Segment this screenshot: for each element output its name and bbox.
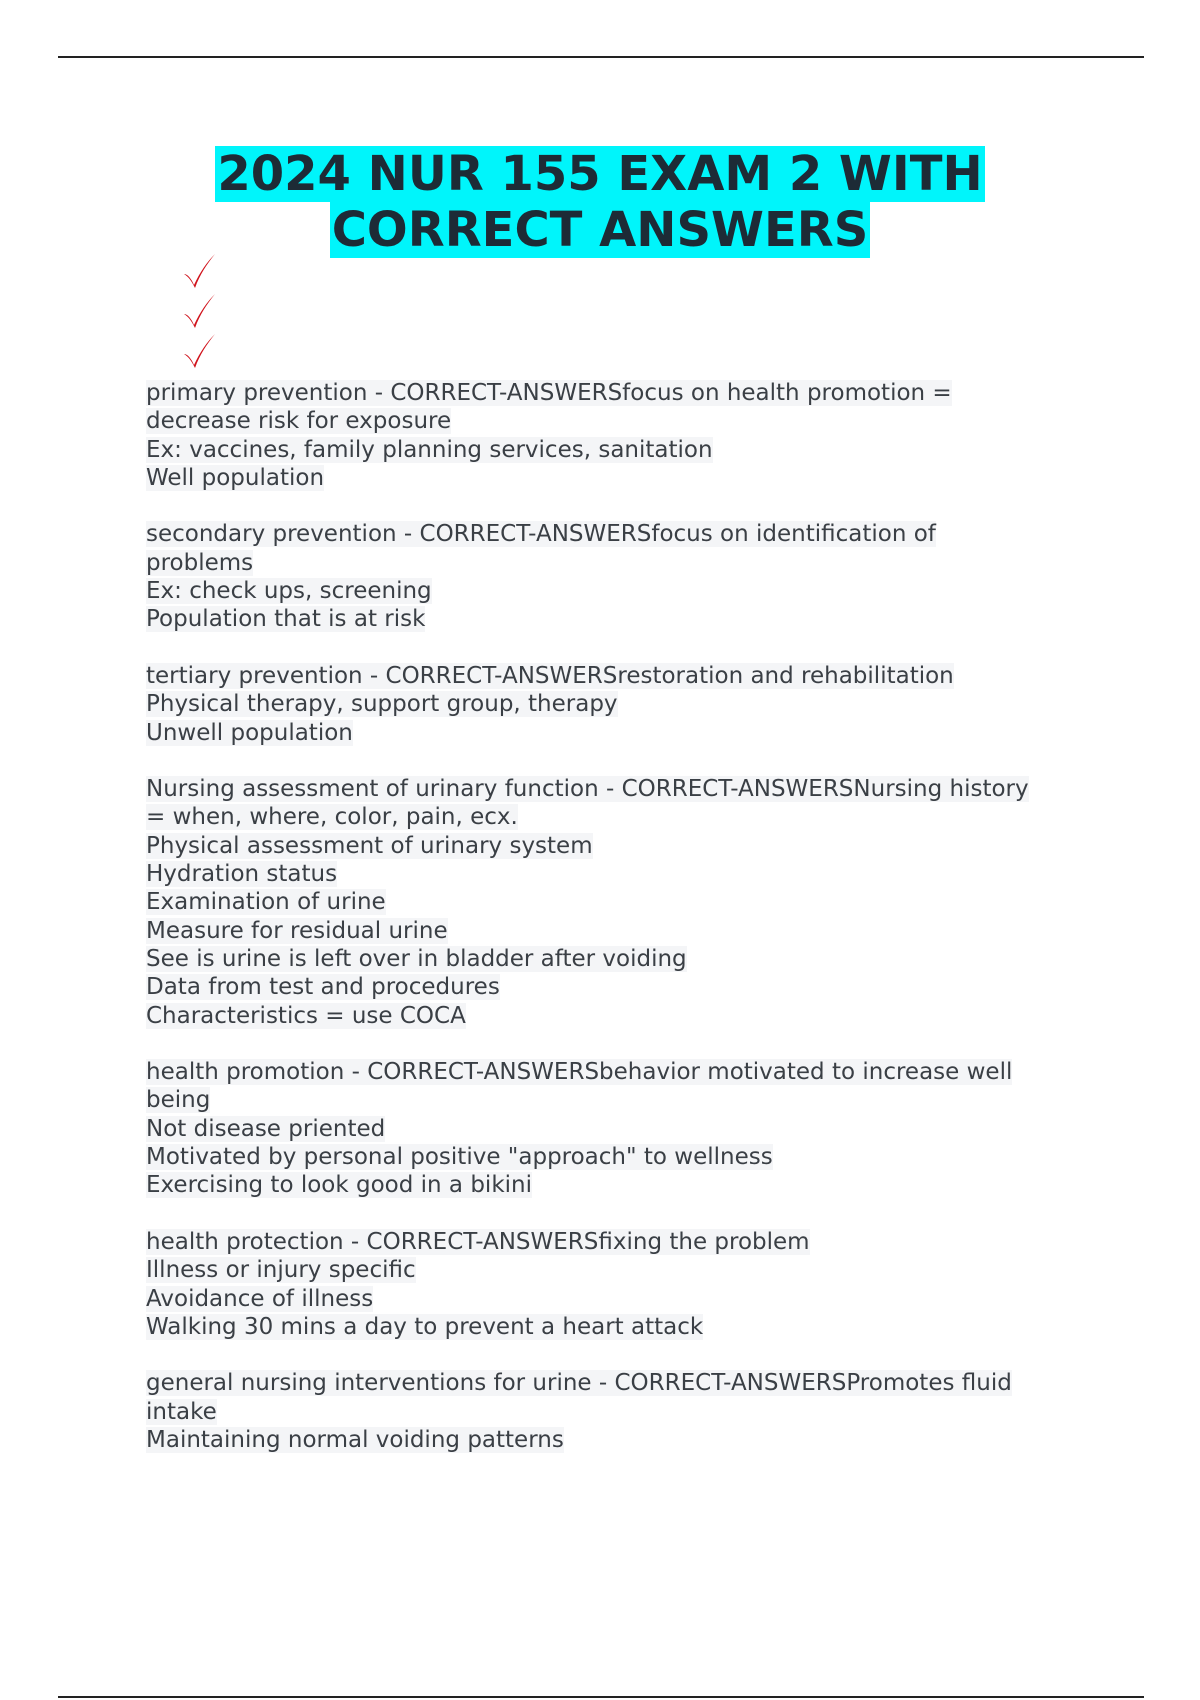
- qa-answer-line: being: [146, 1087, 211, 1114]
- document-title: [0, 146, 1200, 258]
- qa-line-wrap: [146, 1143, 1106, 1171]
- qa-line-wrap: [146, 1058, 1106, 1086]
- qa-answer-line: Ex: vaccines, family planning services, sanitation: [146, 436, 713, 463]
- qa-answer-line: Motivated by personal positive "approach" to wellness: [146, 1144, 773, 1171]
- qa-answer-line: Not disease priented: [146, 1115, 386, 1142]
- qa-line-wrap: [146, 1398, 1106, 1426]
- checkmark-list: [180, 250, 218, 370]
- qa-line-wrap: [146, 803, 1106, 831]
- checkmark-icon: [180, 250, 218, 290]
- qa-answer-line: = when, where, color, pain, ecx.: [146, 804, 518, 831]
- qa-line-wrap: [146, 662, 1106, 690]
- qa-line-wrap: [146, 577, 1106, 605]
- qa-line-wrap: [146, 1285, 1106, 1313]
- qa-term-line: general nursing interventions for urine - CORRECT-ANSWERSPromotes fluid: [146, 1370, 1012, 1397]
- title-line-1: 2024 NUR 155 EXAM 2 WITH: [217, 146, 983, 202]
- qa-answer-line: Illness or injury specific: [146, 1257, 416, 1284]
- qa-line-wrap: [146, 917, 1106, 945]
- qa-entry: [146, 520, 1106, 633]
- qa-line-wrap: [146, 719, 1106, 747]
- qa-line-wrap: [146, 407, 1106, 435]
- qa-line-wrap: [146, 1228, 1106, 1256]
- qa-answer-line: Ex: check ups, screening: [146, 578, 432, 605]
- qa-line-wrap: [146, 945, 1106, 973]
- qa-answer-line: Examination of urine: [146, 889, 386, 916]
- qa-line-wrap: [146, 860, 1106, 888]
- bottom-divider: [58, 1696, 1144, 1698]
- qa-answer-line: Characteristics = use COCA: [146, 1002, 466, 1029]
- qa-term-line: secondary prevention - CORRECT-ANSWERSfocus on identification of: [146, 521, 936, 548]
- qa-line-wrap: [146, 973, 1106, 1001]
- qa-line-wrap: [146, 775, 1106, 803]
- qa-content: [146, 379, 1106, 1483]
- qa-entry: [146, 662, 1106, 747]
- top-divider: [58, 56, 1144, 58]
- qa-line-wrap: [146, 464, 1106, 492]
- qa-answer-line: intake: [146, 1398, 217, 1425]
- qa-line-wrap: [146, 379, 1106, 407]
- qa-answer-line: Hydration status: [146, 861, 338, 888]
- qa-answer-line: problems: [146, 549, 254, 576]
- qa-entry: [146, 775, 1106, 1030]
- qa-entry: [146, 1228, 1106, 1341]
- qa-answer-line: Maintaining normal voiding patterns: [146, 1426, 564, 1453]
- qa-line-wrap: [146, 888, 1106, 916]
- qa-answer-line: Data from test and procedures: [146, 974, 500, 1001]
- checkmark-icon: [180, 290, 218, 330]
- qa-answer-line: Well population: [146, 464, 325, 491]
- title-line-2: CORRECT ANSWERS: [331, 202, 869, 258]
- qa-answer-line: Exercising to look good in a bikini: [146, 1172, 533, 1199]
- qa-answer-line: decrease risk for exposure: [146, 408, 452, 435]
- qa-line-wrap: [146, 1115, 1106, 1143]
- qa-answer-line: Avoidance of illness: [146, 1285, 374, 1312]
- qa-line-wrap: [146, 1369, 1106, 1397]
- qa-term-line: Nursing assessment of urinary function - CORRECT-ANSWERSNursing history: [146, 776, 1029, 803]
- qa-answer-line: Population that is at risk: [146, 606, 426, 633]
- qa-line-wrap: [146, 1426, 1106, 1454]
- qa-entry: [146, 379, 1106, 492]
- qa-line-wrap: [146, 1171, 1106, 1199]
- qa-entry: [146, 1058, 1106, 1199]
- qa-line-wrap: [146, 690, 1106, 718]
- qa-line-wrap: [146, 1313, 1106, 1341]
- qa-term-line: primary prevention - CORRECT-ANSWERSfocus on health promotion =: [146, 380, 952, 406]
- qa-line-wrap: [146, 832, 1106, 860]
- qa-answer-line: Physical assessment of urinary system: [146, 832, 593, 859]
- qa-line-wrap: [146, 1002, 1106, 1030]
- qa-term-line: health protection - CORRECT-ANSWERSfixing the problem: [146, 1228, 810, 1255]
- qa-line-wrap: [146, 520, 1106, 548]
- qa-line-wrap: [146, 605, 1106, 633]
- qa-answer-line: Unwell population: [146, 719, 353, 746]
- checkmark-icon: [180, 330, 218, 370]
- qa-term-line: tertiary prevention - CORRECT-ANSWERSrestoration and rehabilitation: [146, 662, 954, 689]
- qa-entry: [146, 1369, 1106, 1454]
- qa-answer-line: Measure for residual urine: [146, 917, 448, 944]
- qa-answer-line: See is urine is left over in bladder after voiding: [146, 945, 687, 972]
- qa-line-wrap: [146, 436, 1106, 464]
- qa-answer-line: Physical therapy, support group, therapy: [146, 691, 618, 718]
- qa-term-line: health promotion - CORRECT-ANSWERSbehavior motivated to increase well: [146, 1059, 1013, 1086]
- qa-line-wrap: [146, 549, 1106, 577]
- qa-line-wrap: [146, 1086, 1106, 1114]
- qa-line-wrap: [146, 1256, 1106, 1284]
- qa-answer-line: Walking 30 mins a day to prevent a heart attack: [146, 1313, 704, 1340]
